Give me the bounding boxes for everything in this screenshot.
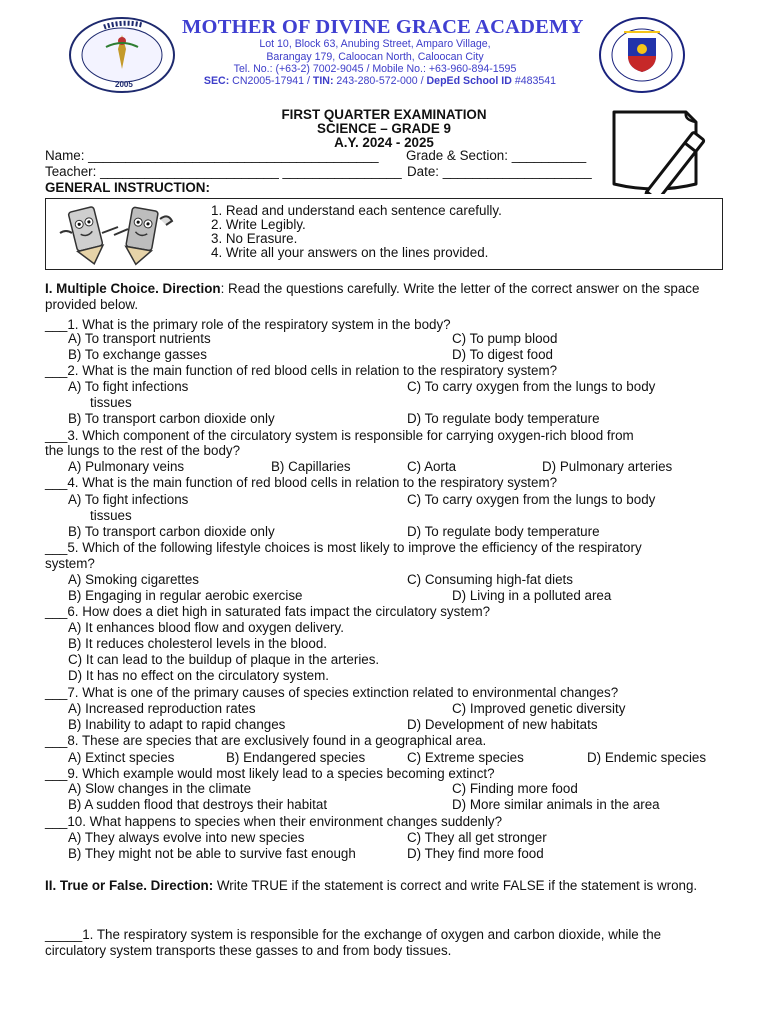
choice: D) More similar animals in the area [452, 797, 660, 812]
choice: D) Living in a polluted area [452, 588, 612, 603]
deped-value: #483541 [511, 75, 557, 87]
question-8: ___8. These are species that are exclusively found in a geographical area. [45, 733, 487, 748]
choice-continuation: tissues [90, 508, 132, 523]
choice-continuation: tissues [90, 395, 132, 410]
general-instruction-label: GENERAL INSTRUCTION: [45, 180, 210, 195]
part2-heading: II. True or False. Direction: [45, 878, 214, 893]
choice: C) Improved genetic diversity [452, 701, 626, 716]
choice: A) They always evolve into new species [68, 830, 305, 845]
choice: A) Extinct species [68, 750, 175, 765]
choice: C) To carry oxygen from the lungs to body [407, 492, 656, 507]
sec-label: SEC: [203, 75, 230, 87]
question-3: ___3. Which component of the circulatory system is responsible for carrying oxygen-rich blood from [45, 428, 634, 443]
school-name: MOTHER OF DIVINE GRACE ACADEMY [182, 16, 584, 38]
choice: B) A sudden flood that destroys their habitat [68, 797, 328, 812]
question-9: ___9. Which example would most likely lead to a species becoming extinct? [45, 766, 495, 781]
address-line-2: Barangay 179, Caloocan North, Caloocan City [266, 51, 484, 63]
choice: D) They find more food [407, 846, 544, 861]
tin-value: 243-280-572-000 / [333, 75, 427, 87]
contact-line: Tel. No.: (+63-2) 7002-9045 / Mobile No.: +63-960-894-1595 [233, 63, 517, 75]
grade-section-field[interactable]: Grade & Section: __________ [406, 148, 587, 163]
exam-title: FIRST QUARTER EXAMINATION [281, 107, 487, 122]
pencil-characters-icon [56, 203, 184, 267]
choice: A) Pulmonary veins [68, 459, 185, 474]
choice: D) To digest food [452, 347, 553, 362]
choice: C) To carry oxygen from the lungs to body [407, 379, 656, 394]
choice: D) It has no effect on the circulatory system. [68, 668, 329, 683]
instruction-item-3: 3. No Erasure. [211, 231, 298, 246]
choice: B) They might not be able to survive fast enough [68, 846, 356, 861]
question-4: ___4. What is the main function of red blood cells in relation to the respiratory system? [45, 475, 558, 490]
part2-direction [45, 878, 725, 894]
part1-direction-text: : Read the questions carefully. Write the letter of the correct answer on the space provided below. [45, 281, 700, 312]
choice: C) They all get stronger [407, 830, 547, 845]
choice: C) Extreme species [407, 750, 524, 765]
choice: C) To pump blood [452, 331, 558, 346]
instruction-item-4: 4. Write all your answers on the lines provided. [211, 245, 489, 260]
choice: A) To transport nutrients [68, 331, 211, 346]
instruction-item-2: 2. Write Legibly. [211, 217, 306, 232]
choice: A) Smoking cigarettes [68, 572, 199, 587]
choice: C) It can lead to the buildup of plaque in the arteries. [68, 652, 380, 667]
question-5: ___5. Which of the following lifestyle choices is most likely to improve the efficiency of the respiratory [45, 540, 642, 555]
logo-year: 2005 [115, 80, 133, 89]
choice: B) To transport carbon dioxide only [68, 411, 275, 426]
question-10: ___10. What happens to species when their environment changes suddenly? [45, 814, 503, 829]
choice: A) Increased reproduction rates [68, 701, 256, 716]
choice: B) Capillaries [271, 459, 351, 474]
choice: C) Aorta [407, 459, 457, 474]
address-line-1: Lot 10, Block 63, Anubing Street, Amparo Village, [259, 38, 491, 50]
choice: D) Pulmonary arteries [542, 459, 673, 474]
choice: D) To regulate body temperature [407, 524, 600, 539]
question-6: ___6. How does a diet high in saturated fats impact the circulatory system? [45, 604, 491, 619]
question-7: ___7. What is one of the primary causes of species extinction related to environmental changes? [45, 685, 619, 700]
choice: B) To exchange gasses [68, 347, 207, 362]
exam-subject: SCIENCE – GRADE 9 [317, 121, 451, 136]
choice: B) To transport carbon dioxide only [68, 524, 275, 539]
deped-seal [598, 16, 686, 94]
question-1: ___1. What is the primary role of the respiratory system in the body? [45, 317, 451, 332]
choice: B) Engaging in regular aerobic exercise [68, 588, 303, 603]
choice: C) Finding more food [452, 781, 578, 796]
choice: A) To fight infections [68, 492, 189, 507]
tin-label: TIN: [312, 75, 334, 87]
part2-direction-text: Write TRUE if the statement is correct and write FALSE if the statement is wrong. [213, 878, 698, 893]
choice: B) Endangered species [226, 750, 366, 765]
question-3-continuation: the lungs to the rest of the body? [45, 443, 241, 458]
exam-year: A.Y. 2024 - 2025 [334, 135, 434, 150]
choice: D) To regulate body temperature [407, 411, 600, 426]
choice: A) Slow changes in the climate [68, 781, 252, 796]
name-field[interactable]: Name: _______________________________________ [45, 148, 379, 163]
date-field[interactable]: Date: ____________________ [407, 164, 592, 179]
teacher-field[interactable]: Teacher: ________________________ ________________ [45, 164, 402, 179]
part1-heading: I. Multiple Choice. Direction [45, 281, 221, 296]
question-5-continuation: system? [45, 556, 95, 571]
question-2: ___2. What is the main function of red blood cells in relation to the respiratory system? [45, 363, 558, 378]
paper-pencil-icon [606, 106, 724, 194]
deped-label: DepEd School ID [426, 75, 512, 87]
choice: D) Endemic species [587, 750, 707, 765]
choice: B) Inability to adapt to rapid changes [68, 717, 286, 732]
choice: D) Development of new habitats [407, 717, 598, 732]
choice: A) It enhances blood flow and oxygen delivery. [68, 620, 344, 635]
registration-line [180, 75, 580, 87]
choice: C) Consuming high-fat diets [407, 572, 573, 587]
true-false-item-1: _____1. The respiratory system is responsible for the exchange of oxygen and carbon dioxide, while the circulatory system transports these gasses to and from body tissues. [45, 927, 662, 958]
choice: B) It reduces cholesterol levels in the blood. [68, 636, 328, 651]
instruction-item-1: 1. Read and understand each sentence carefully. [211, 203, 502, 218]
sec-value: CN2005-17941 / [229, 75, 313, 87]
choice: A) To fight infections [68, 379, 189, 394]
part1-direction [45, 281, 725, 313]
